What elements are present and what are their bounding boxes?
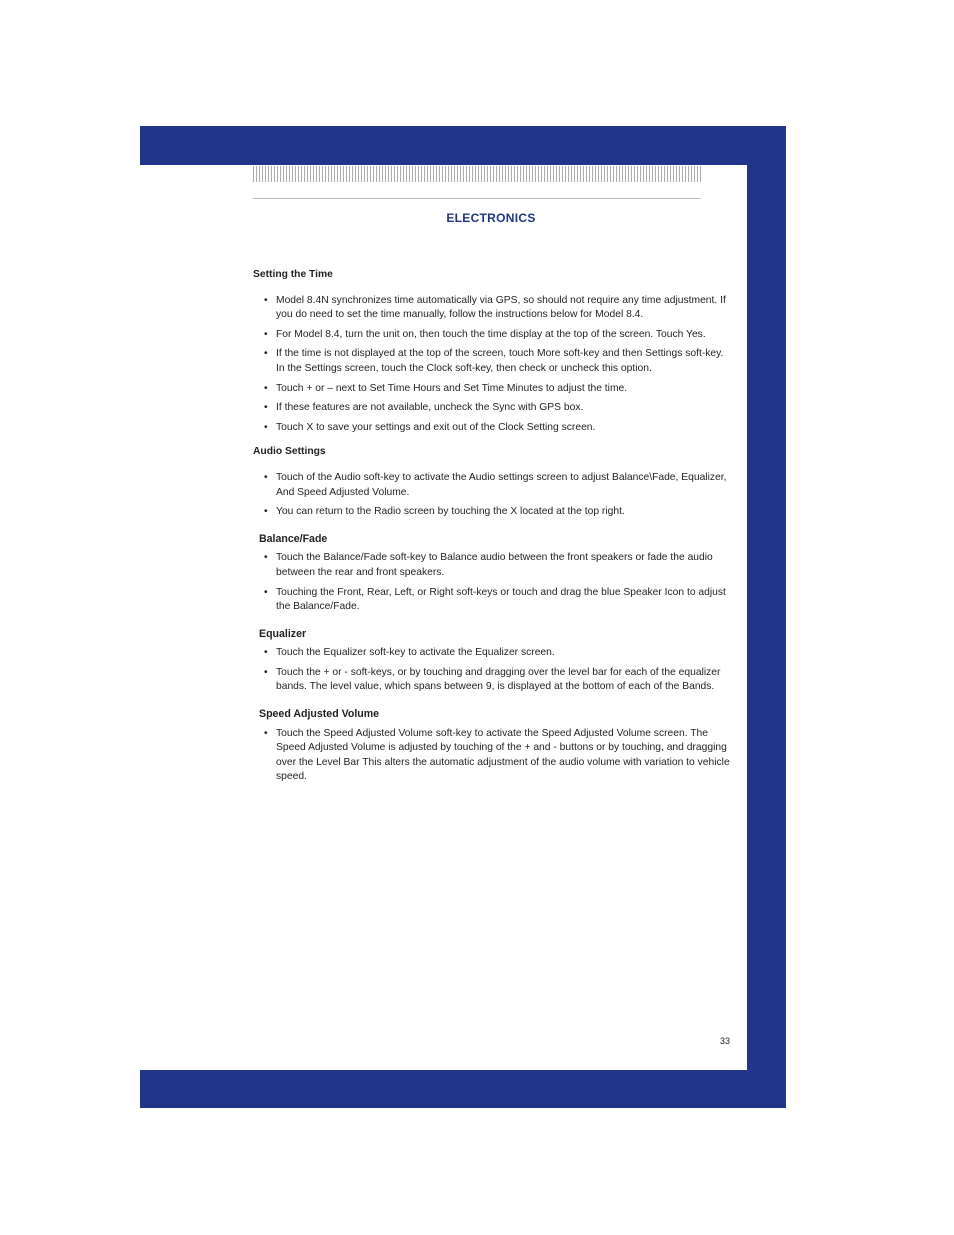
list-item: • For Model 8.4, turn the unit on, then touch the time display at the top of the screen. Touch Yes. (253, 328, 731, 343)
section-title: ELECTRONICS (446, 211, 536, 225)
setting-time-list (253, 294, 731, 436)
audio-settings-list (253, 471, 731, 520)
list-item: • Touch of the Audio soft-key to activate the Audio settings screen to adjust Balance\Fade, Equalizer, And Speed Adjusted Volume. (253, 471, 731, 500)
page-frame-right (747, 126, 786, 1108)
list-item: • Touch the Balance/Fade soft-key to Balance audio between the front speakers or fade the audio between the rear and front speakers. (253, 551, 731, 580)
header-rule (253, 198, 701, 199)
list-item: • Touch the Equalizer soft-key to activate the Equalizer screen. (253, 646, 731, 661)
list-item: • If these features are not available, uncheck the Sync with GPS box. (253, 401, 731, 416)
heading-audio-settings: Audio Settings (253, 446, 326, 458)
heading-equalizer: Equalizer (259, 627, 307, 640)
heading-balance-fade: Balance/Fade (259, 532, 328, 545)
list-item: • Model 8.4N synchronizes time automatically via GPS, so should not require any time adjustment. If you do need to set the time manually, follow the instructions below for Model 8.4. (253, 294, 731, 323)
list-item: • Touch the + or - soft-keys, or by touching and dragging over the level bar for each of the equalizer bands. The level value, which spans between 9, is displayed at the bottom of each of the Bands. (253, 666, 731, 695)
decorative-tick-strip (253, 166, 703, 182)
list-item: • You can return to the Radio screen by touching the X located at the top right. (253, 505, 731, 520)
heading-setting-the-time: Setting the Time (253, 269, 333, 280)
page-frame-bottom (140, 1070, 786, 1108)
page-content (253, 268, 731, 790)
equalizer-list (253, 646, 731, 695)
list-item: • Touch X to save your settings and exit out of the Clock Setting screen. (253, 421, 731, 436)
page-frame-top (140, 126, 786, 165)
balance-fade-list (253, 551, 731, 614)
page-number: 33 (719, 1036, 730, 1046)
list-item: • Touch + or – next to Set Time Hours and Set Time Minutes to adjust the time. (253, 382, 731, 397)
heading-speed-adjusted-volume: Speed Adjusted Volume (259, 708, 380, 721)
list-item: • If the time is not displayed at the top of the screen, touch More soft-key and then Settings soft-key. In the Settings screen, touch the Clock soft-key, then check or uncheck this option. (253, 347, 731, 376)
list-item: • Touch the Speed Adjusted Volume soft-key to activate the Speed Adjusted Volume screen. The Speed Adjusted Volume is adjusted by touching of the + and - buttons or by touching, and dragging over the Level Bar This alters the automatic adjustment of the audio volume with variation to vehicle speed. (253, 727, 731, 785)
speed-adjusted-volume-list (253, 727, 731, 785)
list-item: • Touching the Front, Rear, Left, or Right soft-keys or touch and drag the blue Speaker Icon to adjust the Balance/Fade. (253, 586, 731, 615)
